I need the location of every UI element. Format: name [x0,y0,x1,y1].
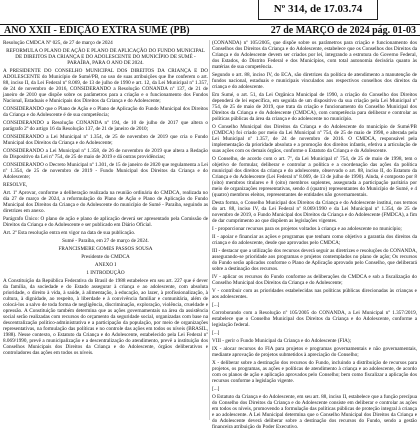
paragraph: CONSIDERANDO a Lei Municipal nº 1.354, de 25 de novembro de 2019 que cria o Fundo Municipal dos Direitos da Criança e do Adolescente; [3,134,208,146]
paragraph: CONSIDERANDO a Resolução CONANDA nº 194, de 10 de julho de 2017 que altera o parágrafo 2º do artigo 16 da Resolução 137, de 21 de janeiro de 2010; [3,120,208,132]
masthead-bar [0,24,420,36]
article-sole-paragraph: Parágrafo Único: O plano de ação e plano de aplicação deverá ser apresentado pela Comissão de Direitos da Criança e do Adolescente e ser publicado em Diário Oficial. [3,216,208,228]
paragraph: O Estatuto da Criança e do Adolescente, em seu art. 88, inciso II, estabelece que a função precípua do Conselho dos Direitos da Criança e do Adolescente consiste em deliberar e controlar as ações em todos os níveis, promovendo a formulação das políticas públicas de proteção integral à criança e ao adolescente. A Lei Municipal determina que o Conselho Municipal dos Direitos da Criança e do Adolescente deverá deliberar sobre a destinação dos recursos do Fundo, sendo a gestão financeira atribuição do Poder Executivo. [212,394,417,430]
resolution-reference: Resolução CMDCA Nº 025, de 27 de março de 2024 [3,40,113,46]
paragraph: Corroborando com a Resolução nº 105/2005 do CONANDA, a Lei Municipal nº 1.357/2019, estabelece que o Conselho Municipal dos Direitos da Criança e do Adolescente, conforme a legislação federal. [212,310,417,328]
signatory-role: Presidente do CMDCA [81,254,130,260]
list-item: IV - aplicar os recursos do Fundo conforme as deliberações do CMDCA e sob a fiscalização do Conselho Municipal dos Direitos da Criança e do Adolescente; [212,274,417,286]
resolve-heading: RESOLVE, [3,182,28,188]
paragraph: Desta forma, o Conselho Municipal dos Direitos da Criança e do Adolescente institui, nos termos do art. 88, inciso IV, da Lei Federal nº 8.069/1990 e da Lei Municipal nº 1.354, de 25 de novembro de 2019, o Fundo Municipal dos Direitos da Criança e do Adolescente (FMDCA), a fim de dar cumprimento ao que dispõem as legislações vigentes. [212,200,417,224]
left-column [3,40,208,420]
list-item: III - destacar que a utilização dos recursos deverá seguir as diretrizes e resoluções do CONANDA, assegurando-se prioridade aos programas e projetos contemplados no plano de ação; Os recursos do Fundo serão aplicados conforme o Plano de Aplicação aprovado pelo Conselho, que deliberará sobre a destinação dos recursos. [212,248,417,272]
article-2: Art. 2º Esta resolução entra em vigor na data de sua publicação. [3,230,136,236]
ellipsis-marker: [...] [212,330,220,336]
ellipsis-marker: [...] [212,302,220,308]
article-1: Art. 1º Aprovar, conforme a deliberação realizada na reunião ordinária do CMDCA, realizada no dia 27 de março de 2024, a reformulação do Plano de Ação e Plano de Aplicação do Fundo Municipal dos Direitos da Criança e do Adolescente do município de Sumé - Paraíba, seguindo as diretrizes em anexo. [3,190,208,214]
section-heading: 1 INTRODUÇÃO [86,270,125,276]
issue-number-box: Nº 314, de 17.03.74 [258,0,378,20]
column-divider [209,40,210,420]
list-item: VIII - gerir o Fundo Municipal da Criança e do Adolescente (FIA); [212,338,352,344]
list-item: V - contribuir com as prioridades estabelecidas nas políticas públicas direcionadas às crianças e aos adolescentes. [212,288,417,300]
list-item: X - deliberar sobre a destinação dos recursos do Fundo, incluindo a distribuição de recursos para projetos, os programas, as ações e políticas de atendimento à criança e ao adolescente, de acordo com os planos de ação e aplicação aprovados pelo Conselho; bem como fiscalizar a aplicação dos recursos conforme a legislação vigente. [212,360,417,384]
list-item: I - proporcionar recursos para os projetos voltados à criança e ao adolescente no município; [212,226,402,232]
paragraph: Segundo o art. 88, inciso IV, do ECA, são diretrizes da política de atendimento a manutenção de fundos nacional, estaduais e municipais vinculados aos respectivos conselhos dos direitos da criança e do adolescente. [212,72,417,90]
paragraph: CONSIDERANDO que o Plano de Ação e o Plano de Aplicação do Fundo Municipal dos Direitos da Criança e do Adolescente é de sua competência; [3,106,208,118]
resolution-title: REFORMULA O PLANO DE AÇÃO E PLANO DE APLICAÇÃO DO FUNDO MUNICIPAL DE DIREITOS DA CRIANÇA E DO ADOLESCENTE DO MUNICÍPIO DE SUMÉ - PARAÍBA, PARA O ANO DE 2024. [6,48,205,66]
list-item: II - apoiar e financiar as ações e programas que tenham como objetivo a garantia dos direitos da criança e do adolescente, desde que aprovados pelo CMDCA; [212,234,417,246]
annex-heading: ANEXO I [94,262,117,268]
paragraph: Em Sumé, o art. 51, da Lei Orgânica Municipal de 1990, a criação do Conselho dos Direitos dependerá de lei específica, em seguida de um dispositivo da sua criação pela Lei Municipal nº 754, de 25 de maio de 2019, que trata da criação e funcionamento do Conselho Municipal dos Direitos da Criança e do Adolescente (CMDCA), com competência para deliberar e controlar as políticas públicas da área da criança e do adolescente no município. [212,92,417,122]
signatory-name: FRANCISMERE GOMES PASSOS SOUSA [58,246,153,252]
paragraph: CONSIDERANDO o Decreto Municipal nº 1.301, de 15 de janeiro de 2020 que regulamenta a Lei nº 1.354, de 25 de novembro de 2019 - Fundo Municipal dos Direitos da Criança e do Adolescente; [3,162,208,180]
paragraph: A Constituição da República Federativa do Brasil de 1988 estabelece em seu art. 227 que é dever da família, da sociedade e do Estado assegurar à criança e ao adolescente, com absoluta prioridade, o direito à vida, à saúde, à alimentação, à educação, ao lazer, à profissionalização, à cultura, à dignidade, ao respeito, à liberdade e à convivência familiar e comunitária, além de colocá-los a salvo de toda forma de negligência, discriminação, exploração, violência, crueldade e opressão. A Constituição também determina que as ações governamentais na área da assistência social serão realizadas com recursos do orçamento da seguridade social, organizadas com base na descentralização político-administrativa e a participação da população, por meio de organizações representativas, na formulação das políticas e no controle das ações em todos os níveis (BRASIL, 1988). Nesse contexto, o Estatuto da Criança e do Adolescente, estabelecido pela Lei Federal nº 8.069/1990, prevê a municipalização e a descentralização do atendimento, prevê a instituição dos Conselhos Municipais dos Direitos da Criança e do Adolescente, órgãos deliberativos e controladores das ações em todos os níveis. [3,278,208,356]
right-column [212,40,417,430]
edition-date: 27 de MARÇO de 2024 pág. 01-03 [270,24,416,36]
paragraph: O Conselho Municipal dos Direitos da Criança e do Adolescente do município de Sumé/PB (CMDCA) foi criado por meio da Lei Municipal nº 754, de 25 de maio de 1998, e alterada pela Lei Municipal nº 1.357, de 24 de novembro de 2016. O CMDCA, responsável pela implementação da prioridade absoluta e a promoção dos direitos infantis, efetiva a articulação de suas ações com os demais órgãos, conforme o Estatuto da Criança e do Adolescente. [212,124,417,154]
paragraph: O Conselho, de acordo com o art. 7º, da Lei Municipal nº 754, de 25 de maio de 1998, tem o objetivo de formular, deliberar e controlar a política e a coordenação das ações da política municipal dos direitos da criança e do adolescente, observado o art. 88, inciso II, do Estatuto da Criança e do Adolescente (Lei Federal nº 8.069, de 13 de julho de 1990). Ainda, é composto por 8 (oito) membros titulares e 8 (oito) membros suplentes, assegurada a participação paritária por meio de organizações representativas, sendo 4 (quatro) representantes do Município de Sumé, e 4 (quatro) membros eleitos, representantes de entidades não governamentais. [212,156,417,198]
list-item: IX - alocar recursos do FIA para projetos e programas governamentais e não governamentais, mediante aprovação de projetos submetidos à apreciação do Conselho; [212,346,417,358]
ellipsis-marker: [...] [212,386,220,392]
signature-place-date: Sumé - Paraíba, em 27 de março de 2024. [62,238,149,244]
paragraph: A PRESIDENTE DO CONSELHO MUNICIPAL DOS DIREITOS DA CRIANÇA E DO ADOLESCENTE do Município de Sumé/PB, no uso de suas atribuições que lhe conferem o art. 88, inciso II, da Lei Federal nº 8.069, de 13 de julho de 1990 e art. 12, da Lei Municipal nº 1.357, de 24 de novembro de 2016, CONSIDERANDO a Resolução CONANDA nº 137, de 21 de janeiro de 2010 que dispõe sobre os parâmetros para a criação e o funcionamento dos Fundos Nacional, Estaduais e Municipais dos Direitos da Criança e do Adolescente; [3,68,208,104]
edition-title: ANO XXII - EDIÇÃO EXTRA SUMÉ (PB) [4,24,190,36]
paragraph: CONSIDERANDO a Lei Municipal nº 1.358, de 26 de novembro de 2019 que altera a Redação do Dispositivo da Lei nº 754, de 25 de maio de 2019 e dá outras providências; [3,148,208,160]
paragraph: (CONANDA) nº 105/2005, que dispõe sobre os parâmetros para criação e funcionamento dos Conselhos dos Direitos da Criança e do Adolescente, estabelece que os Conselhos dos Direitos da Criança e do Adolescente devem ser criados por lei, integrando a estrutura do Governo Federal, dos Estados, do Distrito Federal e dos Municípios, com total autonomia decisória quanto às matérias de sua competência. [212,40,417,70]
